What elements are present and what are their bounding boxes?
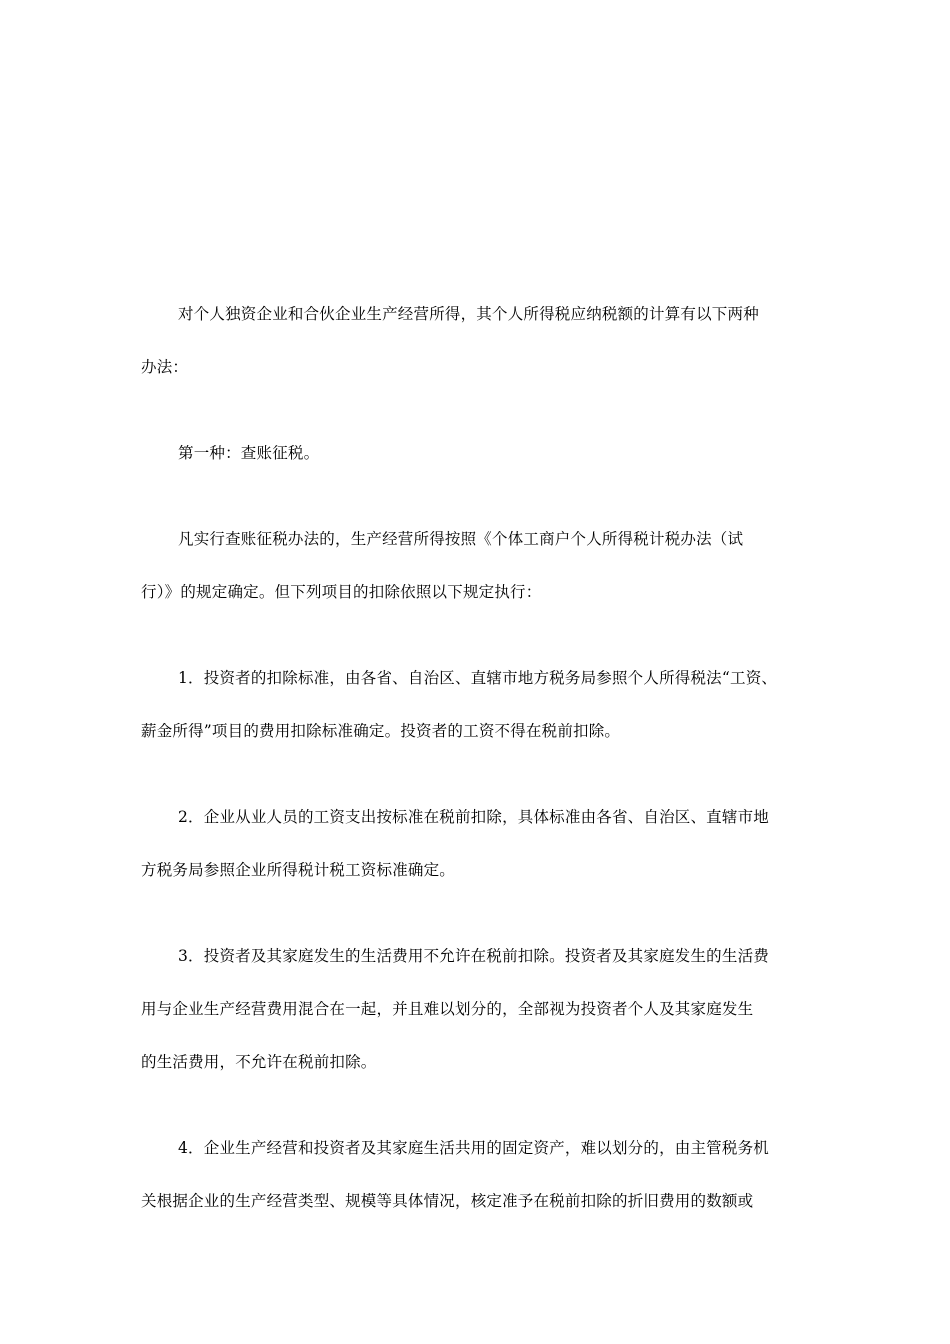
paragraph-4-line-1: 1．投资者的扣除标准，由各省、自治区、直辖市地方税务局参照个人所得税法“工资、 bbox=[178, 669, 778, 687]
paragraph-1-line-2: 办法： bbox=[141, 358, 189, 376]
paragraph-6-line-3: 的生活费用，不允许在税前扣除。 bbox=[141, 1053, 377, 1071]
paragraph-3-line-1: 凡实行查账征税办法的，生产经营所得按照《个体工商户个人所得税计税办法（试 bbox=[178, 530, 744, 548]
paragraph-5-line-1: 2．企业从业人员的工资支出按标准在税前扣除，具体标准由各省、自治区、直辖市地 bbox=[178, 808, 769, 826]
paragraph-7-line-1: 4．企业生产经营和投资者及其家庭生活共用的固定资产，难以划分的，由主管税务机 bbox=[178, 1139, 769, 1157]
paragraph-4-line-2: 薪金所得”项目的费用扣除标准确定。投资者的工资不得在税前扣除。 bbox=[141, 722, 621, 740]
paragraph-1-line-1: 对个人独资企业和合伙企业生产经营所得，其个人所得税应纳税额的计算有以下两种 bbox=[178, 305, 759, 323]
paragraph-5-line-2: 方税务局参照企业所得税计税工资标准确定。 bbox=[141, 861, 456, 879]
paragraph-6-line-1: 3．投资者及其家庭发生的生活费用不允许在税前扣除。投资者及其家庭发生的生活费 bbox=[178, 947, 769, 965]
paragraph-3-line-2: 行）》的规定确定。但下列项目的扣除依照以下规定执行： bbox=[141, 583, 542, 601]
paragraph-2-line-1: 第一种：查账征税。 bbox=[178, 444, 320, 462]
paragraph-7-line-2: 关根据企业的生产经营类型、规模等具体情况，核定准予在税前扣除的折旧费用的数额或 bbox=[141, 1192, 754, 1210]
paragraph-6-line-2: 用与企业生产经营费用混合在一起，并且难以划分的，全部视为投资者个人及其家庭发生 bbox=[141, 1000, 754, 1018]
